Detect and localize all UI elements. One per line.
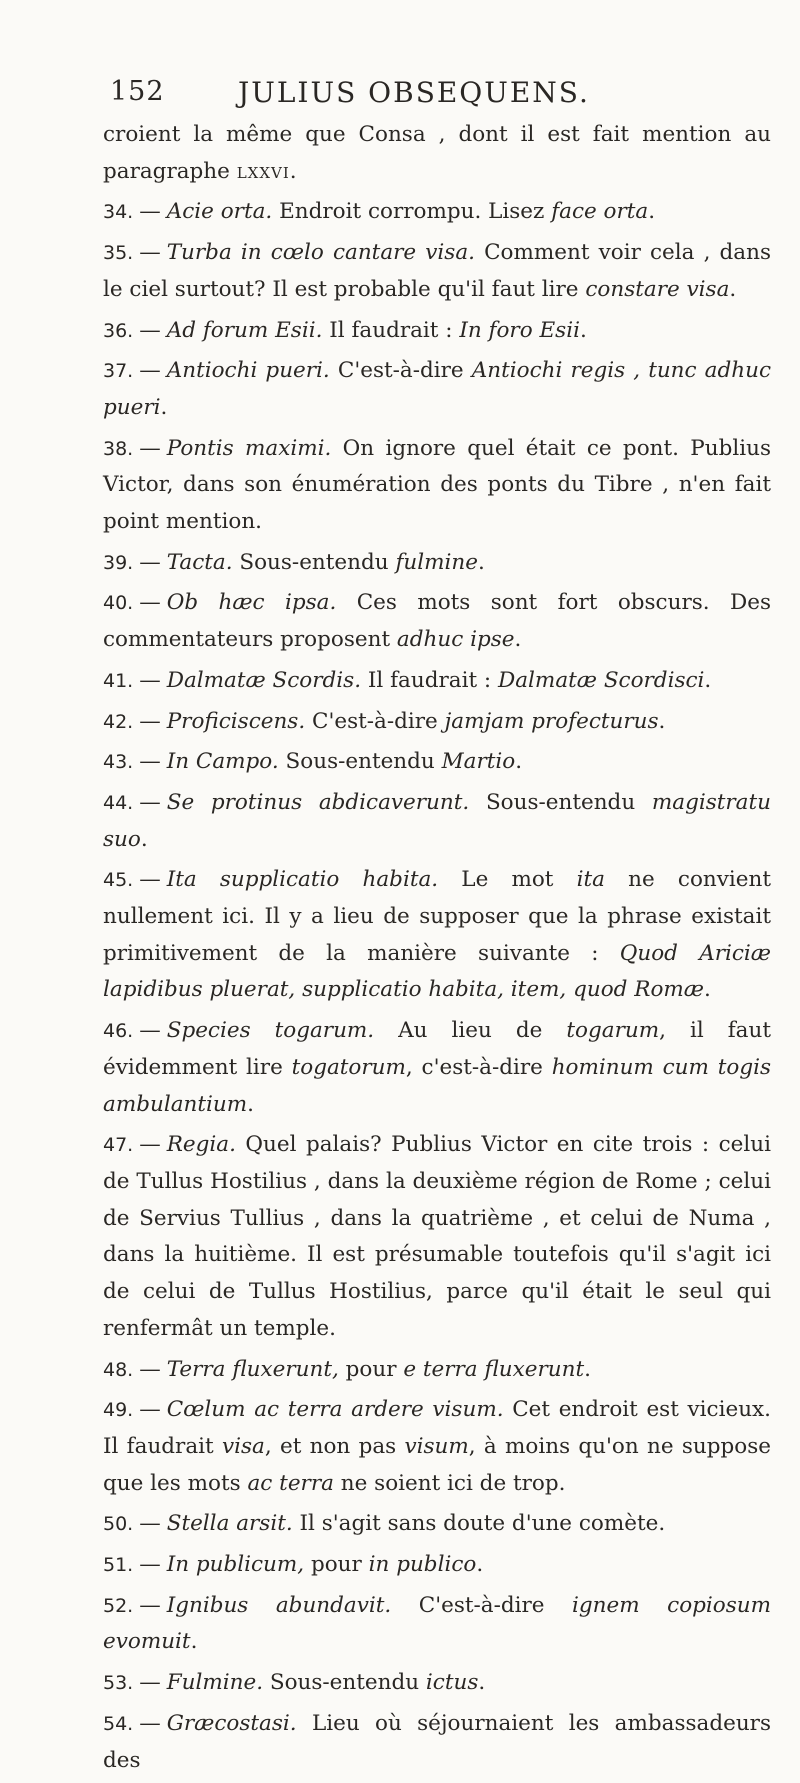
note-text: ne soient ici de trop. (333, 1470, 566, 1496)
note-number: 35. (103, 242, 134, 265)
note-entry (103, 1547, 771, 1584)
note-italic-text: visum (404, 1433, 469, 1459)
note-text: . (477, 549, 485, 575)
note-text: , il faut évidemment lire (103, 1018, 771, 1080)
note-italic-text: In foro Esii (459, 317, 580, 343)
note-text: Il faudrait : (361, 667, 498, 693)
note-lemma: Se protinus abdicaverunt. (166, 789, 470, 815)
note-italic-text: ita (576, 867, 605, 893)
notes-body (103, 117, 771, 1783)
note-text: Sous-entendu (263, 1670, 426, 1696)
note-dash: — (139, 708, 161, 734)
note-dash: — (139, 199, 161, 225)
note-lemma: Cœlum ac terra ardere visum. (166, 1397, 504, 1423)
note-dash: — (139, 667, 161, 693)
note-dash: — (139, 1018, 161, 1044)
note-text: . (729, 276, 737, 302)
note-text: , c'est-à-dire (405, 1054, 552, 1080)
note-number: 46. (103, 1020, 134, 1043)
note-text: . (476, 1552, 484, 1578)
note-text: Au lieu de (374, 1018, 567, 1044)
note-text: Il faudrait : (322, 317, 460, 343)
note-lemma: Pontis maximi. (166, 435, 332, 461)
note-dash: — (139, 1356, 161, 1382)
note-text: , à moins qu'on ne suppose que les mots (103, 1433, 771, 1496)
note-entry (103, 1665, 771, 1702)
note-dash: — (139, 1710, 161, 1736)
note-text: . (648, 199, 656, 225)
note-text: Le mot (438, 867, 577, 893)
note-text: . (579, 317, 587, 343)
note-number: 50. (103, 1513, 134, 1536)
note-italic-text: hominum cum togis ambulantium (103, 1054, 771, 1117)
note-italic-text: face orta (551, 199, 649, 225)
note-entry (103, 704, 771, 741)
note-lemma: Ita supplicatio habita. (166, 867, 439, 893)
note-number: 34. (103, 201, 134, 224)
note-italic-text: togarum (566, 1018, 660, 1044)
note-number: 47. (103, 1134, 134, 1157)
note-text: . (478, 1670, 486, 1696)
note-lemma: Acie orta. (166, 199, 273, 225)
note-number: 45. (103, 869, 134, 892)
intro-roman-numeral: lxxvi (236, 158, 290, 184)
note-number: 48. (103, 1358, 134, 1381)
note-lemma: Dalmatæ Scordis. (166, 667, 362, 693)
note-entry (103, 1127, 771, 1347)
note-italic-text: jamjam profecturus (444, 708, 659, 734)
running-title: JULIUS OBSEQUENS. (238, 76, 590, 109)
note-dash: — (139, 749, 161, 775)
note-entry (103, 1588, 771, 1661)
note-italic-text: fulmine (395, 549, 478, 575)
note-number: 52. (103, 1594, 134, 1617)
note-entry (103, 431, 771, 541)
note-number: 53. (103, 1672, 134, 1695)
intro-text: croient la même que Consa , dont il est fait mention au paragraphe (103, 122, 771, 184)
note-number: 40. (103, 592, 134, 615)
note-text: Endroit corrompu. Lisez (272, 199, 552, 225)
note-number: 38. (103, 437, 134, 460)
note-dash: — (139, 1552, 161, 1578)
note-text: . (584, 1356, 591, 1382)
note-dash: — (139, 789, 161, 815)
note-dash: — (139, 590, 161, 616)
note-entry (103, 353, 771, 426)
note-lemma: Ob hæc ipsa. (166, 590, 337, 616)
note-italic-text: ignem copiosum evomuit (103, 1592, 771, 1655)
note-entry (103, 1506, 771, 1543)
note-entry (103, 1392, 771, 1502)
note-text: . (160, 394, 168, 420)
note-entry (103, 862, 771, 1009)
note-italic-text: ictus (425, 1670, 479, 1696)
note-number: 54. (103, 1712, 134, 1735)
note-number: 41. (103, 669, 134, 692)
intro-period: . (289, 158, 297, 184)
note-entry (103, 194, 771, 231)
note-number: 49. (103, 1399, 134, 1422)
note-dash: — (139, 1511, 161, 1537)
note-lemma: Species togarum. (166, 1018, 375, 1044)
note-dash: — (139, 435, 161, 461)
note-italic-text: Dalmatæ Scordisci (498, 667, 705, 693)
note-entry (103, 785, 771, 858)
note-lemma: Ignibus abundavit. (166, 1592, 392, 1618)
note-italic-text: constare visa (585, 276, 730, 302)
note-entry (103, 235, 771, 308)
note-text: . (140, 826, 148, 852)
note-entry (103, 585, 771, 658)
note-text: Quel palais? Publius Victor en cite trois : celui de Tullus Hostilius , dans la deuxième région de Rome ; celui de Servius Tullius , dans la quatrième , et celui de Numa , dans la huitième. Il est présumable toutefois qu'il s'agit ici de celui de Tullus Hostilius, parce qu'il était le seul qui renfermât un temple. (103, 1132, 771, 1341)
note-text: Sous-entendu (469, 789, 652, 815)
note-text: On ignore quel était ce pont. Publius Victor, dans son énumération des ponts du Tibre , n'en fait point mention. (103, 435, 772, 535)
note-number: 39. (103, 551, 134, 574)
note-lemma: In Campo. (166, 749, 279, 775)
note-text: . (190, 1629, 198, 1655)
note-italic-text: adhuc ipse (396, 627, 515, 653)
note-number: 43. (103, 751, 134, 774)
note-text: Cet endroit est vicieux. Il faudrait (103, 1397, 771, 1459)
note-text: Sous-entendu (278, 749, 442, 775)
note-text: Ces mots sont fort obscurs. Des commentateurs proposent (103, 590, 771, 653)
note-text: . (514, 627, 522, 653)
note-lemma: Proficiscens. (166, 708, 306, 734)
note-italic-text: in publico (368, 1552, 477, 1578)
note-dash: — (139, 358, 161, 384)
note-lemma: Regia. (166, 1132, 236, 1158)
note-dash: — (139, 1670, 161, 1696)
note-lemma: Græcostasi. (166, 1710, 297, 1736)
note-text: . (515, 749, 523, 775)
note-italic-text: Quod Ariciæ lapidibus pluerat, supplicatio habita, item, quod Romæ (103, 940, 771, 1003)
note-entry (103, 545, 771, 582)
note-lemma: Terra fluxerunt, (166, 1356, 339, 1382)
note-text: Comment voir cela , dans le ciel surtout? Il est probable qu'il faut lire (103, 240, 771, 302)
note-lemma: Tacta. (166, 549, 233, 575)
page-number: 152 (110, 76, 165, 107)
note-number: 36. (103, 319, 134, 342)
note-italic-text: Antiochi regis , tunc adhuc pueri (103, 358, 772, 420)
note-italic-text: togatorum (291, 1054, 406, 1080)
note-entry (103, 1706, 771, 1779)
note-text: C'est-à-dire (391, 1592, 573, 1618)
note-italic-text: Martio (441, 749, 516, 775)
note-italic-text: visa (221, 1433, 265, 1459)
note-lemma: Antiochi pueri. (166, 358, 330, 384)
note-lemma: Fulmine. (166, 1670, 264, 1696)
note-text: C'est-à-dire (305, 708, 445, 734)
note-italic-text: magistratu suo (103, 789, 771, 852)
note-dash: — (139, 240, 161, 266)
note-lemma: Ad forum Esii. (166, 317, 323, 343)
note-entry (103, 1013, 771, 1123)
note-text: . (247, 1091, 254, 1117)
note-number: 37. (103, 360, 134, 383)
note-entry (103, 744, 771, 781)
note-lemma: Turba in cœlo cantare visa. (166, 240, 475, 266)
note-number: 44. (103, 791, 134, 814)
note-text: Il s'agit sans doute d'une comète. (292, 1511, 666, 1537)
note-number: 51. (103, 1554, 134, 1577)
note-entry (103, 313, 771, 350)
note-italic-text: ac terra (247, 1470, 334, 1496)
note-text: pour (338, 1356, 404, 1382)
note-text: . (703, 977, 711, 1003)
page-header (110, 72, 710, 112)
note-dash: — (139, 867, 161, 893)
note-dash: — (139, 1132, 161, 1158)
note-lemma: In publicum, (166, 1552, 305, 1578)
note-text: , et non pas (264, 1433, 405, 1459)
note-text: Sous-entendu (232, 549, 396, 575)
note-dash: — (139, 317, 161, 343)
note-dash: — (139, 1397, 161, 1423)
note-dash: — (139, 549, 161, 575)
note-lemma: Stella arsit. (166, 1511, 293, 1537)
note-text: pour (304, 1552, 369, 1578)
note-dash: — (139, 1592, 161, 1618)
note-text: . (658, 708, 666, 734)
note-text: . (704, 667, 712, 693)
note-text: Lieu où séjournaient les ambassadeurs des (103, 1710, 771, 1773)
intro-paragraph (103, 117, 771, 190)
note-text: ne convient nullement ici. Il y a lieu de supposer que la phrase existait primitivement de la manière suivante : (103, 867, 771, 966)
note-entry (103, 1352, 771, 1389)
note-entry (103, 663, 771, 700)
note-text: C'est-à-dire (329, 358, 472, 384)
note-italic-text: e terra fluxerunt (403, 1356, 585, 1382)
note-number: 42. (103, 710, 134, 733)
